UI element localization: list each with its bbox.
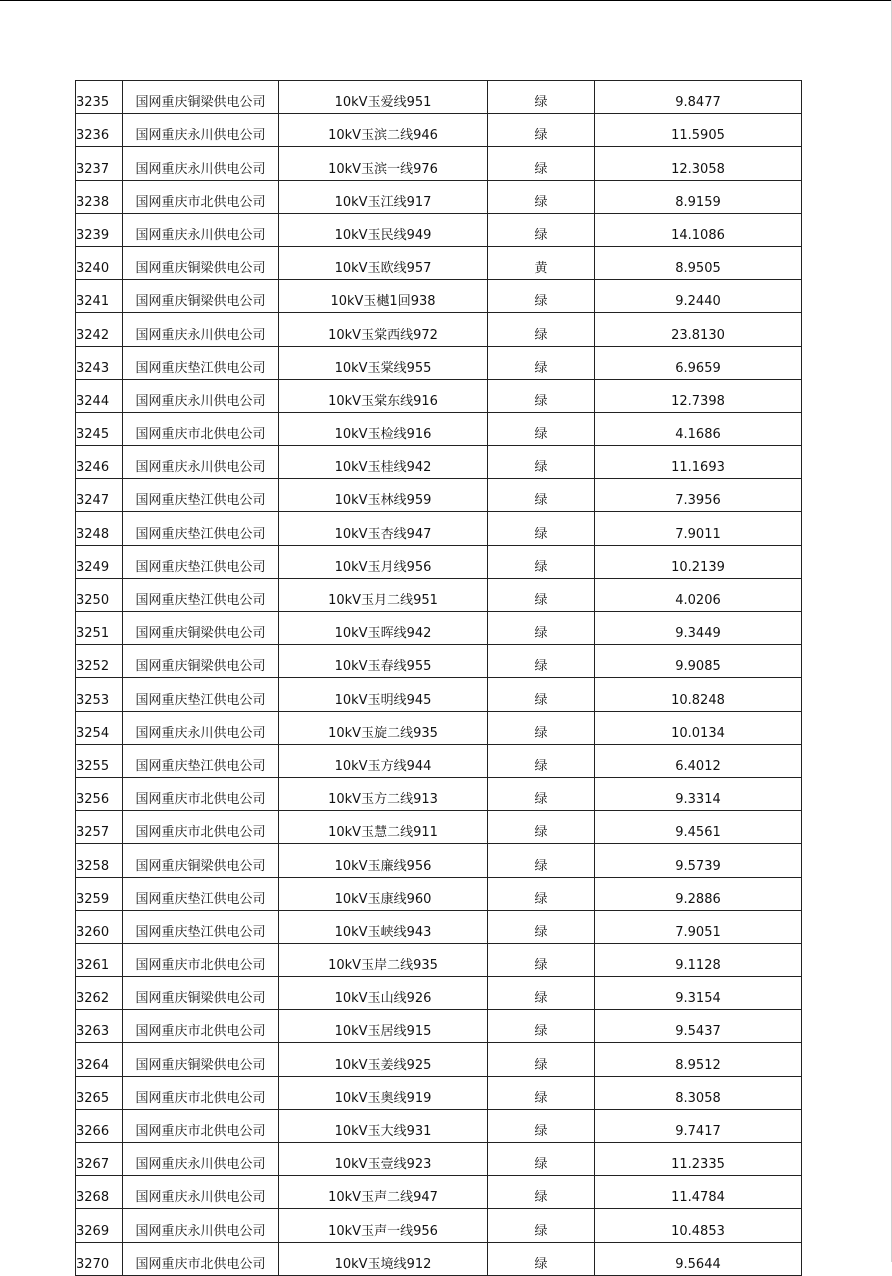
line-name-cell: 10kV玉山线926: [279, 977, 488, 1010]
row-number-cell: 3252: [76, 645, 123, 678]
status-cell: 绿: [488, 910, 595, 943]
status-cell: 绿: [488, 1176, 595, 1209]
table-row: [76, 479, 802, 512]
row-number-cell: 3255: [76, 744, 123, 777]
row-number-cell: 3254: [76, 711, 123, 744]
value-cell: 9.3314: [595, 777, 802, 810]
status-cell: 绿: [488, 977, 595, 1010]
row-number-cell: 3240: [76, 246, 123, 279]
line-name-cell: 10kV玉康线960: [279, 877, 488, 910]
line-name-cell: 10kV玉慧二线911: [279, 811, 488, 844]
status-cell: 绿: [488, 1043, 595, 1076]
line-name-cell: 10kV玉欧线957: [279, 246, 488, 279]
row-number-cell: 3238: [76, 180, 123, 213]
line-name-cell: 10kV玉杏线947: [279, 512, 488, 545]
row-number-cell: 3236: [76, 114, 123, 147]
row-number-cell: 3269: [76, 1209, 123, 1242]
company-cell: 国网重庆市北供电公司: [123, 1010, 279, 1043]
line-name-cell: 10kV玉检线916: [279, 412, 488, 445]
company-cell: 国网重庆垫江供电公司: [123, 744, 279, 777]
status-cell: 绿: [488, 645, 595, 678]
company-cell: 国网重庆垫江供电公司: [123, 678, 279, 711]
row-number-cell: 3263: [76, 1010, 123, 1043]
row-number-cell: 3243: [76, 346, 123, 379]
line-name-cell: 10kV玉方二线913: [279, 777, 488, 810]
company-cell: 国网重庆永川供电公司: [123, 147, 279, 180]
company-cell: 国网重庆永川供电公司: [123, 1176, 279, 1209]
line-name-cell: 10kV玉壹线923: [279, 1143, 488, 1176]
line-name-cell: 10kV玉桂线942: [279, 446, 488, 479]
company-cell: 国网重庆市北供电公司: [123, 180, 279, 213]
row-number-cell: 3267: [76, 1143, 123, 1176]
value-cell: 9.5644: [595, 1242, 802, 1275]
row-number-cell: 3235: [76, 81, 123, 114]
company-cell: 国网重庆永川供电公司: [123, 379, 279, 412]
row-number-cell: 3239: [76, 213, 123, 246]
table-row: [76, 1176, 802, 1209]
company-cell: 国网重庆垫江供电公司: [123, 578, 279, 611]
value-cell: 9.3154: [595, 977, 802, 1010]
row-number-cell: 3253: [76, 678, 123, 711]
row-number-cell: 3262: [76, 977, 123, 1010]
company-cell: 国网重庆垫江供电公司: [123, 346, 279, 379]
row-number-cell: 3244: [76, 379, 123, 412]
value-cell: 7.9051: [595, 910, 802, 943]
table-row: [76, 147, 802, 180]
company-cell: 国网重庆垫江供电公司: [123, 545, 279, 578]
company-cell: 国网重庆永川供电公司: [123, 1143, 279, 1176]
table-row: [76, 213, 802, 246]
value-cell: 23.8130: [595, 313, 802, 346]
status-cell: 绿: [488, 578, 595, 611]
row-number-cell: 3242: [76, 313, 123, 346]
value-cell: 14.1086: [595, 213, 802, 246]
line-name-cell: 10kV玉爱线951: [279, 81, 488, 114]
value-cell: 7.3956: [595, 479, 802, 512]
data-table: [75, 80, 802, 1276]
line-name-cell: 10kV玉月二线951: [279, 578, 488, 611]
table-row: [76, 1076, 802, 1109]
company-cell: 国网重庆永川供电公司: [123, 313, 279, 346]
table-row: [76, 678, 802, 711]
table-row: [76, 744, 802, 777]
status-cell: 绿: [488, 446, 595, 479]
status-cell: 绿: [488, 1109, 595, 1142]
top-border-line: [0, 0, 892, 1]
company-cell: 国网重庆市北供电公司: [123, 943, 279, 976]
row-number-cell: 3259: [76, 877, 123, 910]
table-row: [76, 910, 802, 943]
table-row: [76, 1109, 802, 1142]
status-cell: 绿: [488, 346, 595, 379]
value-cell: 10.8248: [595, 678, 802, 711]
status-cell: 绿: [488, 1242, 595, 1275]
value-cell: 9.5437: [595, 1010, 802, 1043]
row-number-cell: 3241: [76, 280, 123, 313]
table-row: [76, 645, 802, 678]
line-name-cell: 10kV玉棠线955: [279, 346, 488, 379]
value-cell: 9.4561: [595, 811, 802, 844]
value-cell: 8.9512: [595, 1043, 802, 1076]
line-name-cell: 10kV玉滨一线976: [279, 147, 488, 180]
value-cell: 6.4012: [595, 744, 802, 777]
table-row: [76, 180, 802, 213]
value-cell: 7.9011: [595, 512, 802, 545]
line-name-cell: 10kV玉境线912: [279, 1242, 488, 1275]
line-name-cell: 10kV玉峡线943: [279, 910, 488, 943]
status-cell: 黄: [488, 246, 595, 279]
table-row: [76, 1010, 802, 1043]
row-number-cell: 3256: [76, 777, 123, 810]
table-row: [76, 313, 802, 346]
status-cell: 绿: [488, 512, 595, 545]
status-cell: 绿: [488, 412, 595, 445]
company-cell: 国网重庆铜梁供电公司: [123, 81, 279, 114]
status-cell: 绿: [488, 545, 595, 578]
company-cell: 国网重庆垫江供电公司: [123, 512, 279, 545]
line-name-cell: 10kV玉明线945: [279, 678, 488, 711]
row-number-cell: 3261: [76, 943, 123, 976]
table-row: [76, 114, 802, 147]
value-cell: 10.0134: [595, 711, 802, 744]
value-cell: 12.7398: [595, 379, 802, 412]
value-cell: 11.4784: [595, 1176, 802, 1209]
line-name-cell: 10kV玉廉线956: [279, 844, 488, 877]
row-number-cell: 3237: [76, 147, 123, 180]
value-cell: 9.2886: [595, 877, 802, 910]
company-cell: 国网重庆永川供电公司: [123, 446, 279, 479]
value-cell: 10.2139: [595, 545, 802, 578]
company-cell: 国网重庆垫江供电公司: [123, 479, 279, 512]
table-row: [76, 578, 802, 611]
status-cell: 绿: [488, 147, 595, 180]
status-cell: 绿: [488, 1143, 595, 1176]
row-number-cell: 3270: [76, 1242, 123, 1275]
line-name-cell: 10kV玉民线949: [279, 213, 488, 246]
company-cell: 国网重庆铜梁供电公司: [123, 246, 279, 279]
row-number-cell: 3264: [76, 1043, 123, 1076]
status-cell: 绿: [488, 213, 595, 246]
value-cell: 6.9659: [595, 346, 802, 379]
table-row: [76, 711, 802, 744]
line-name-cell: 10kV玉江线917: [279, 180, 488, 213]
table-row: [76, 379, 802, 412]
table-row: [76, 81, 802, 114]
status-cell: 绿: [488, 612, 595, 645]
row-number-cell: 3266: [76, 1109, 123, 1142]
row-number-cell: 3257: [76, 811, 123, 844]
value-cell: 8.9505: [595, 246, 802, 279]
value-cell: 9.5739: [595, 844, 802, 877]
company-cell: 国网重庆市北供电公司: [123, 1242, 279, 1275]
status-cell: 绿: [488, 379, 595, 412]
line-name-cell: 10kV玉滨二线946: [279, 114, 488, 147]
company-cell: 国网重庆铜梁供电公司: [123, 612, 279, 645]
value-cell: 4.0206: [595, 578, 802, 611]
line-name-cell: 10kV玉岸二线935: [279, 943, 488, 976]
value-cell: 9.7417: [595, 1109, 802, 1142]
table-row: [76, 512, 802, 545]
status-cell: 绿: [488, 114, 595, 147]
company-cell: 国网重庆垫江供电公司: [123, 910, 279, 943]
company-cell: 国网重庆市北供电公司: [123, 1076, 279, 1109]
row-number-cell: 3249: [76, 545, 123, 578]
table-row: [76, 811, 802, 844]
line-name-cell: 10kV玉声二线947: [279, 1176, 488, 1209]
table-row: [76, 412, 802, 445]
table-row: [76, 612, 802, 645]
line-name-cell: 10kV玉大线931: [279, 1109, 488, 1142]
table-row: [76, 1209, 802, 1242]
company-cell: 国网重庆铜梁供电公司: [123, 280, 279, 313]
table-row: [76, 1143, 802, 1176]
company-cell: 国网重庆铜梁供电公司: [123, 844, 279, 877]
row-number-cell: 3265: [76, 1076, 123, 1109]
row-number-cell: 3248: [76, 512, 123, 545]
line-name-cell: 10kV玉棠西线972: [279, 313, 488, 346]
status-cell: 绿: [488, 744, 595, 777]
row-number-cell: 3258: [76, 844, 123, 877]
line-name-cell: 10kV玉晖线942: [279, 612, 488, 645]
table-row: [76, 844, 802, 877]
status-cell: 绿: [488, 81, 595, 114]
table-row: [76, 446, 802, 479]
status-cell: 绿: [488, 1076, 595, 1109]
line-name-cell: 10kV玉棠东线916: [279, 379, 488, 412]
row-number-cell: 3260: [76, 910, 123, 943]
table-row: [76, 545, 802, 578]
table-body: [76, 81, 802, 1276]
row-number-cell: 3250: [76, 578, 123, 611]
table-row: [76, 943, 802, 976]
value-cell: 9.2440: [595, 280, 802, 313]
status-cell: 绿: [488, 943, 595, 976]
status-cell: 绿: [488, 180, 595, 213]
status-cell: 绿: [488, 1010, 595, 1043]
value-cell: 11.5905: [595, 114, 802, 147]
company-cell: 国网重庆永川供电公司: [123, 114, 279, 147]
table-row: [76, 877, 802, 910]
line-name-cell: 10kV玉樾1回938: [279, 280, 488, 313]
table-row: [76, 777, 802, 810]
company-cell: 国网重庆永川供电公司: [123, 711, 279, 744]
row-number-cell: 3251: [76, 612, 123, 645]
company-cell: 国网重庆铜梁供电公司: [123, 977, 279, 1010]
value-cell: 9.3449: [595, 612, 802, 645]
status-cell: 绿: [488, 280, 595, 313]
company-cell: 国网重庆市北供电公司: [123, 811, 279, 844]
row-number-cell: 3246: [76, 446, 123, 479]
status-cell: 绿: [488, 1209, 595, 1242]
line-name-cell: 10kV玉旋二线935: [279, 711, 488, 744]
status-cell: 绿: [488, 313, 595, 346]
table-row: [76, 280, 802, 313]
status-cell: 绿: [488, 678, 595, 711]
status-cell: 绿: [488, 811, 595, 844]
status-cell: 绿: [488, 877, 595, 910]
company-cell: 国网重庆铜梁供电公司: [123, 1043, 279, 1076]
status-cell: 绿: [488, 479, 595, 512]
company-cell: 国网重庆永川供电公司: [123, 1209, 279, 1242]
line-name-cell: 10kV玉居线915: [279, 1010, 488, 1043]
value-cell: 12.3058: [595, 147, 802, 180]
company-cell: 国网重庆垫江供电公司: [123, 877, 279, 910]
status-cell: 绿: [488, 777, 595, 810]
value-cell: 9.8477: [595, 81, 802, 114]
line-name-cell: 10kV玉奥线919: [279, 1076, 488, 1109]
table-row: [76, 346, 802, 379]
line-name-cell: 10kV玉声一线956: [279, 1209, 488, 1242]
row-number-cell: 3268: [76, 1176, 123, 1209]
table-row: [76, 246, 802, 279]
value-cell: 8.3058: [595, 1076, 802, 1109]
table-row: [76, 1242, 802, 1275]
value-cell: 11.2335: [595, 1143, 802, 1176]
line-name-cell: 10kV玉林线959: [279, 479, 488, 512]
value-cell: 8.9159: [595, 180, 802, 213]
company-cell: 国网重庆永川供电公司: [123, 213, 279, 246]
row-number-cell: 3245: [76, 412, 123, 445]
value-cell: 9.1128: [595, 943, 802, 976]
row-number-cell: 3247: [76, 479, 123, 512]
value-cell: 10.4853: [595, 1209, 802, 1242]
table-row: [76, 1043, 802, 1076]
company-cell: 国网重庆市北供电公司: [123, 412, 279, 445]
company-cell: 国网重庆市北供电公司: [123, 1109, 279, 1142]
status-cell: 绿: [488, 711, 595, 744]
table-row: [76, 977, 802, 1010]
value-cell: 11.1693: [595, 446, 802, 479]
status-cell: 绿: [488, 844, 595, 877]
value-cell: 4.1686: [595, 412, 802, 445]
line-name-cell: 10kV玉月线956: [279, 545, 488, 578]
line-name-cell: 10kV玉春线955: [279, 645, 488, 678]
value-cell: 9.9085: [595, 645, 802, 678]
company-cell: 国网重庆市北供电公司: [123, 777, 279, 810]
line-name-cell: 10kV玉姜线925: [279, 1043, 488, 1076]
line-name-cell: 10kV玉方线944: [279, 744, 488, 777]
company-cell: 国网重庆铜梁供电公司: [123, 645, 279, 678]
